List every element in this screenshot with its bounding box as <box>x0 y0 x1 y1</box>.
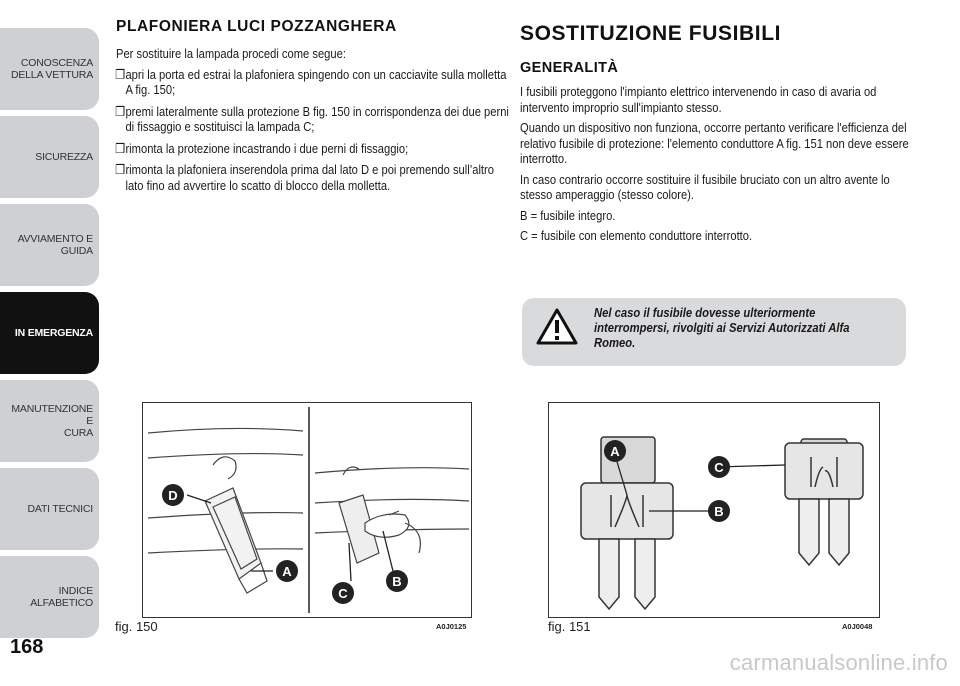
figure-caption: fig. 150 <box>115 619 158 634</box>
paragraph: In caso contrario occorre sostituire il fusibile bruciato con un altro avente lo stesso amperaggio (stesso colore). <box>520 171 890 202</box>
tab-manutenzione[interactable] <box>0 380 99 462</box>
tab-indice-alfabetico[interactable] <box>0 556 99 638</box>
figure-code: A0J0125 <box>436 622 467 631</box>
tab-label: SICUREZZA <box>35 151 93 163</box>
lamp-illustration <box>143 403 471 617</box>
checkbox-bullet-icon: ❒ <box>115 140 126 156</box>
tab-label: CONOSCENZA DELLA VETTURA <box>10 57 93 81</box>
left-column <box>115 18 509 199</box>
right-column <box>520 18 910 249</box>
warning-text: Nel caso il fusibile dovesse ulteriormente interrompersi, rivolgiti ai Servizi Autorizzati Alfa Romeo. <box>594 306 850 350</box>
warning-box <box>522 298 906 366</box>
tab-label: INDICE ALFABETICO <box>30 585 93 609</box>
checkbox-bullet-icon: ❒ <box>115 66 126 82</box>
tab-in-emergenza[interactable] <box>0 292 99 374</box>
checkbox-bullet-icon: ❒ <box>115 162 126 177</box>
warning-icon <box>536 308 578 346</box>
steps-list <box>115 66 509 194</box>
callout-c: C <box>338 586 348 601</box>
paragraph: B = fusibile integro. <box>520 207 616 223</box>
callout-b: B <box>392 574 402 589</box>
tab-sicurezza[interactable] <box>0 116 99 198</box>
callout-a: A <box>610 444 620 459</box>
figure-151 <box>548 402 880 618</box>
checkbox-bullet-icon: ❒ <box>115 103 126 119</box>
figure-150 <box>142 402 472 618</box>
page-number: 168 <box>10 636 44 658</box>
tab-label: MANUTENZIONE E CURA <box>11 403 93 439</box>
tab-label: AVVIAMENTO E GUIDA <box>17 233 93 257</box>
callout-c: C <box>714 460 724 475</box>
callout-a: A <box>282 564 292 579</box>
figure-caption: fig. 151 <box>548 619 591 634</box>
list-item: ❒ rimonta la protezione incastrando i due perni di fissaggio; <box>115 140 409 156</box>
paragraph: C = fusibile con elemento conduttore interrotto. <box>520 228 753 243</box>
list-item: ❒ apri la porta ed estrai la plafoniera spingendo con un cacciavite sulla molletta A fig. 150; <box>115 66 507 97</box>
tab-label: IN EMERGENZA <box>14 327 93 339</box>
section-title-fusibili: SOSTITUZIONE FUSIBILI <box>520 22 782 45</box>
intro-text: Per sostituire la lampada procedi come segue: <box>116 46 346 61</box>
list-item: ❒ premi lateralmente sulla protezione B fig. 150 in corrispondenza dei due perni di fissaggio e sostituisci la lampada C; <box>115 103 509 134</box>
callout-d: D <box>168 488 178 503</box>
fuse-illustration <box>549 403 879 617</box>
tab-conoscenza[interactable] <box>0 28 99 110</box>
paragraph: Quando un dispositivo non funziona, occorre pertanto verificare l'efficienza del relativo fusibile di protezione: l'elemento conduttore A fig. 151 non deve essere interrotto. <box>520 120 909 166</box>
section-title-plafoniera: PLAFONIERA LUCI POZZANGHERA <box>116 18 397 35</box>
tab-dati-tecnici[interactable] <box>0 468 99 550</box>
figure-code: A0J0048 <box>842 622 873 631</box>
callout-b: B <box>714 504 724 519</box>
subsection-title: GENERALITÀ <box>520 60 619 76</box>
paragraph: I fusibili proteggono l'impianto elettrico intervenendo in caso di avaria od intervento improprio sull'impianto stesso. <box>520 84 877 115</box>
watermark: carmanualsonline.info <box>729 650 948 675</box>
tab-avviamento[interactable] <box>0 204 99 286</box>
list-item: ❒ rimonta la plafoniera inserendola prima dal lato D e poi premendo sull’altro lato fino ad avvertire lo scatto di blocco della molletta. <box>115 162 494 193</box>
tab-label: DATI TECNICI <box>27 503 93 515</box>
